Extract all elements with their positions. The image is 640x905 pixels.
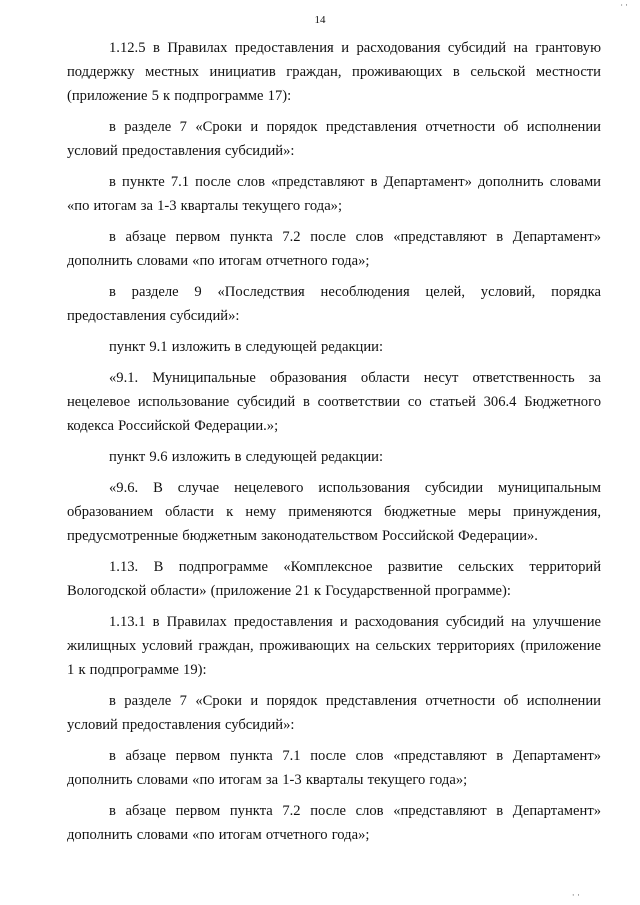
paragraph-item-9-6-text: «9.6. В случае нецелевого использования субсидии муниципальным образованием области к нему применяются бюджетные меры принуждения, предусмотренные бюджетным законодательством Российской Федерации». xyxy=(67,480,601,544)
paragraph-1-13: 1.13. В подпрограмме «Комплексное развитие сельских территорий Вологодской области» (приложение 21 к Государственной программе): xyxy=(67,559,601,599)
scan-mark-bottom: · · xyxy=(571,890,580,900)
paragraph-item-9-6-intro: пункт 9.6 изложить в следующей редакции: xyxy=(109,449,384,465)
scan-mark-top: ∙ · xyxy=(620,0,628,10)
paragraph-item-9-1-text: «9.1. Муниципальные образования области несут ответственность за нецелевое использование субсидий в соответствии со статьей 306.4 Бюджетного кодекса Российской Федерации.»; xyxy=(67,370,601,434)
paragraph-item-7-2-b: в абзаце первом пункта 7.2 после слов «представляют в Департамент» дополнить словами «по итогам отчетного года»; xyxy=(67,803,601,843)
paragraph-section-7-heading: в разделе 7 «Сроки и порядок представления отчетности об исполнении условий предоставления субсидий»: xyxy=(67,119,601,159)
paragraph-item-9-1-intro: пункт 9.1 изложить в следующей редакции: xyxy=(109,339,384,355)
document-body xyxy=(67,36,601,854)
paragraph-section-9-heading: в разделе 9 «Последствия несоблюдения целей, условий, порядка предоставления субсидий»: xyxy=(67,284,601,324)
page-number: 14 xyxy=(314,14,326,26)
paragraph-1-13-1: 1.13.1 в Правилах предоставления и расходования субсидий на улучшение жилищных условий граждан, проживающих на сельских территориях (приложение 1 к подпрограмме 19): xyxy=(67,614,601,678)
paragraph-item-7-2: в абзаце первом пункта 7.2 после слов «представляют в Департамент» дополнить словами «по итогам отчетного года»; xyxy=(67,229,601,269)
paragraph-item-7-1: в пункте 7.1 после слов «представляют в Департамент» дополнить словами «по итогам за 1-3 кварталы текущего года»; xyxy=(67,174,601,214)
paragraph-item-7-1-b: в абзаце первом пункта 7.1 после слов «представляют в Департамент» дополнить словами «по итогам за 1-3 кварталы текущего года»; xyxy=(67,748,601,788)
paragraph-section-7-heading-2: в разделе 7 «Сроки и порядок представления отчетности об исполнении условий предоставления субсидий»: xyxy=(67,693,601,733)
paragraph-1-12-5: 1.12.5 в Правилах предоставления и расходования субсидий на грантовую поддержку местных инициатив граждан, проживающих в сельской местности (приложение 5 к подпрограмме 17): xyxy=(67,40,601,104)
